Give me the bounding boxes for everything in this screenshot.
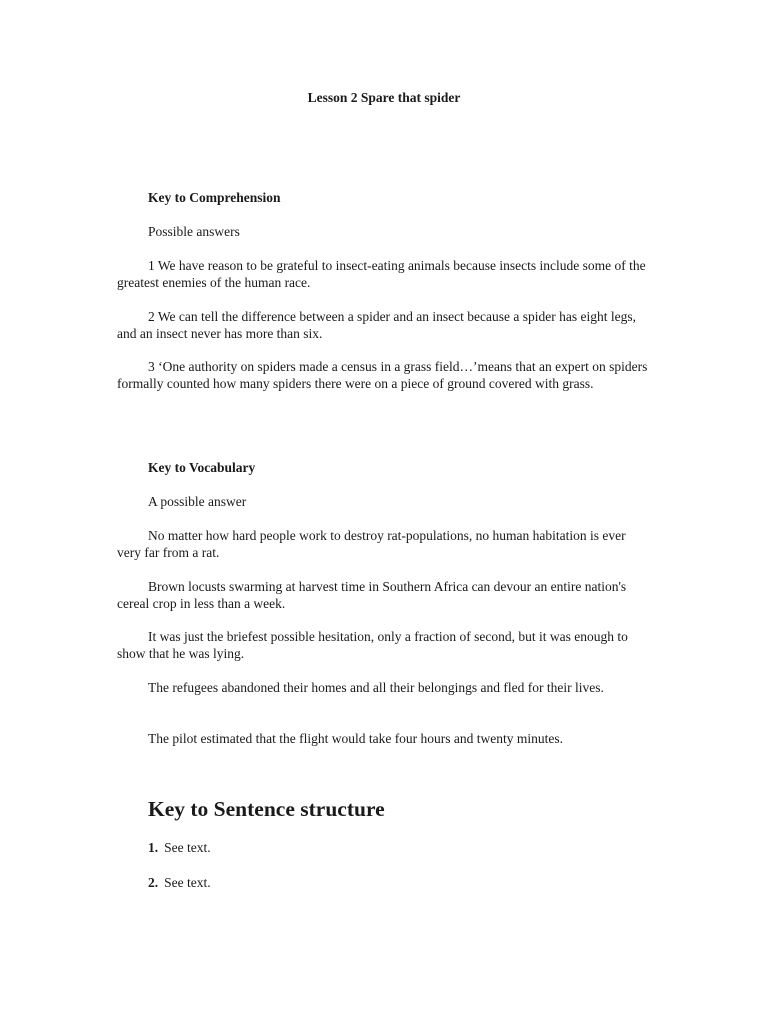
comprehension-answer-2: 2 We can tell the difference between a spider and an insect because a spider has eight legs, and an insect never has more than six. (117, 309, 636, 341)
list-item-number: 1. (148, 840, 159, 855)
list-item-text: See text. (164, 840, 211, 855)
vocabulary-answer-2: Brown locusts swarming at harvest time in Southern Africa can devour an entire nation's cereal crop in less than a week. (117, 579, 627, 611)
vocabulary-answer-4: The refugees abandoned their homes and all their belongings and fled for their lives. (148, 680, 604, 695)
document-title: Lesson 2 Spare that spider (307, 90, 461, 105)
vocabulary-answer-3: It was just the briefest possible hesitation, only a fraction of second, but it was enough to show that he was lying. (117, 629, 628, 661)
sentence-structure-heading: Key to Sentence structure (148, 797, 385, 821)
comprehension-answer-3: 3 ‘One authority on spiders made a census in a grass field…’means that an expert on spiders formally counted how many spiders there were on a piece of ground covered with grass. (117, 359, 648, 391)
list-item (148, 874, 211, 891)
comprehension-answer-1: 1 We have reason to be grateful to insect-eating animals because insects include some of the greatest enemies of the human race. (117, 258, 646, 290)
vocabulary-subheading: A possible answer (148, 494, 247, 509)
vocabulary-heading: Key to Vocabulary (148, 460, 256, 475)
list-item-number: 2. (148, 875, 159, 890)
list-item (148, 839, 211, 856)
vocabulary-answer-5: The pilot estimated that the flight would take four hours and twenty minutes. (148, 731, 564, 746)
vocabulary-answer-1: No matter how hard people work to destroy rat-populations, no human habitation is ever very far from a rat. (117, 528, 626, 560)
comprehension-heading: Key to Comprehension (148, 190, 281, 205)
comprehension-subheading: Possible answers (148, 224, 240, 239)
list-item-text: See text. (164, 875, 211, 890)
